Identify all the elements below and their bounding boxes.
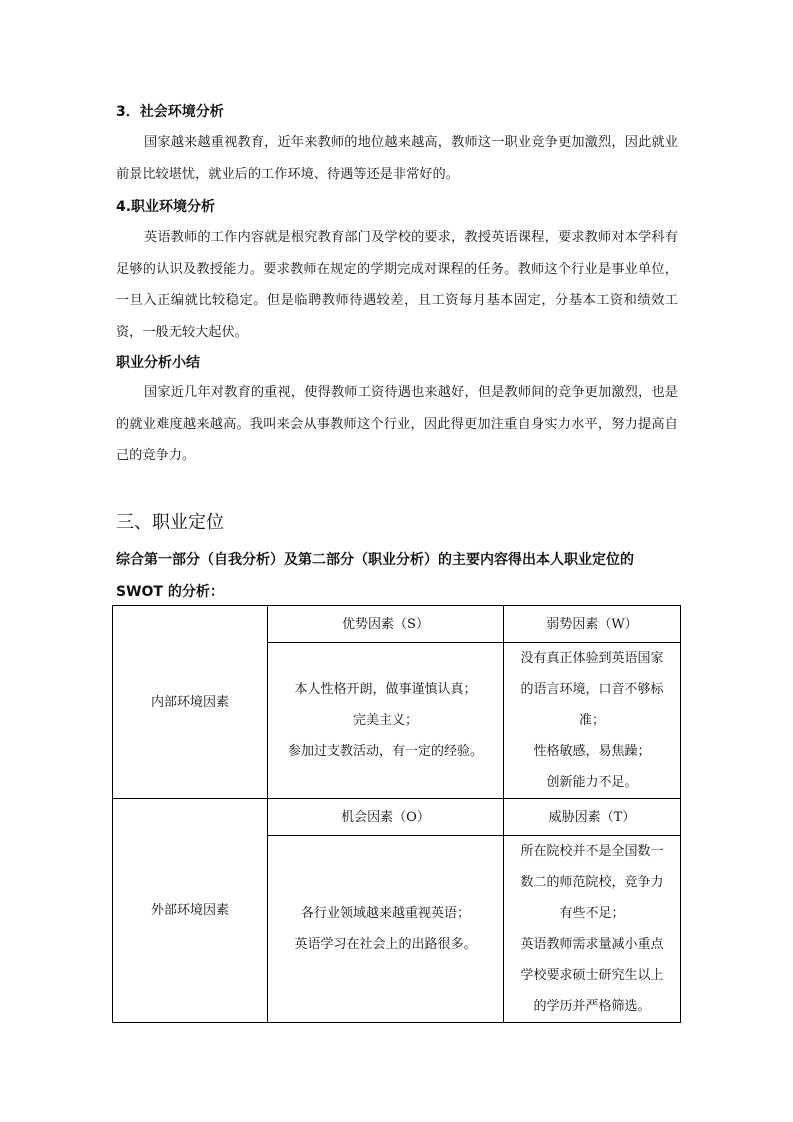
swot-table (112, 605, 681, 1023)
summary-heading: 职业分析小结 (116, 355, 200, 371)
threats-cell (504, 836, 681, 1023)
strength-item: 本人性格开朗，做事谨慎认真； (294, 682, 477, 697)
section3-heading: 3．社会环境分析 (116, 104, 224, 120)
threats-header: 威胁因素（T） (504, 799, 681, 836)
opportunities-cell (268, 836, 504, 1023)
external-factors-label: 外部环境因素 (113, 799, 268, 1023)
part3-heading: 三、职业定位 (116, 512, 224, 533)
opportunity-item: 各行业领域越来越重视英语； (300, 906, 470, 921)
summary-paragraph: 国家近几年对教育的重视，使得教师工资待遇也来越好，但是教师间的竞争更加激烈，也是的就业难度越来越高。我叫来会从事教师这个行业，因此得更加注重自身实力水平，努力提高自己的竞争力。 (116, 385, 678, 463)
weakness-item: 创新能力不足。 (546, 775, 638, 790)
weaknesses-cell (504, 643, 681, 799)
weakness-item: 没有真正体验到英语国家的语言环境，口音不够标准； (520, 651, 664, 728)
internal-factors-label: 内部环境因素 (113, 606, 268, 799)
section4-heading: 4.职业环境分析 (116, 199, 216, 215)
threat-item: 英语教师需求量减小重点学校要求硕士研究生以上的学历并严格筛选。 (520, 937, 664, 1014)
swot-intro: 综合第一部分（自我分析）及第二部分（职业分析）的主要内容得出本人职业定位的 SWOT 的分析： (116, 552, 634, 600)
weakness-item: 性格敏感，易焦躁； (533, 744, 651, 759)
strengths-cell (268, 643, 504, 799)
opportunity-item: 英语学习在社会上的出路很多。 (294, 937, 477, 952)
section3-paragraph: 国家越来越重视教育，近年来教师的地位越来越高，教师这一职业竞争更加激烈，因此就业前景比较堪忧，就业后的工作环境、待遇等还是非常好的。 (116, 135, 678, 182)
strength-item: 完美主义； (352, 713, 418, 728)
strengths-header: 优势因素（S） (268, 606, 504, 643)
section4-paragraph: 英语教师的工作内容就是根究教育部门及学校的要求，教授英语课程，要求教师对本学科有足够的认识及教授能力。要求教师在规定的学期完成对课程的任务。教师这个行业是事业单位，一旦入正编就比较稳定。但是临聘教师待遇较差，且工资每月基本固定，分基本工资和绩效工资，一般无较大起伏。 (116, 230, 678, 340)
threat-item: 所在院校并不是全国数一数二的师范院校，竞争力有些不足； (520, 844, 664, 921)
strength-item: 参加过支教活动，有一定的经验。 (287, 744, 483, 759)
opportunities-header: 机会因素（O） (268, 799, 504, 836)
weaknesses-header: 弱势因素（W） (504, 606, 681, 643)
